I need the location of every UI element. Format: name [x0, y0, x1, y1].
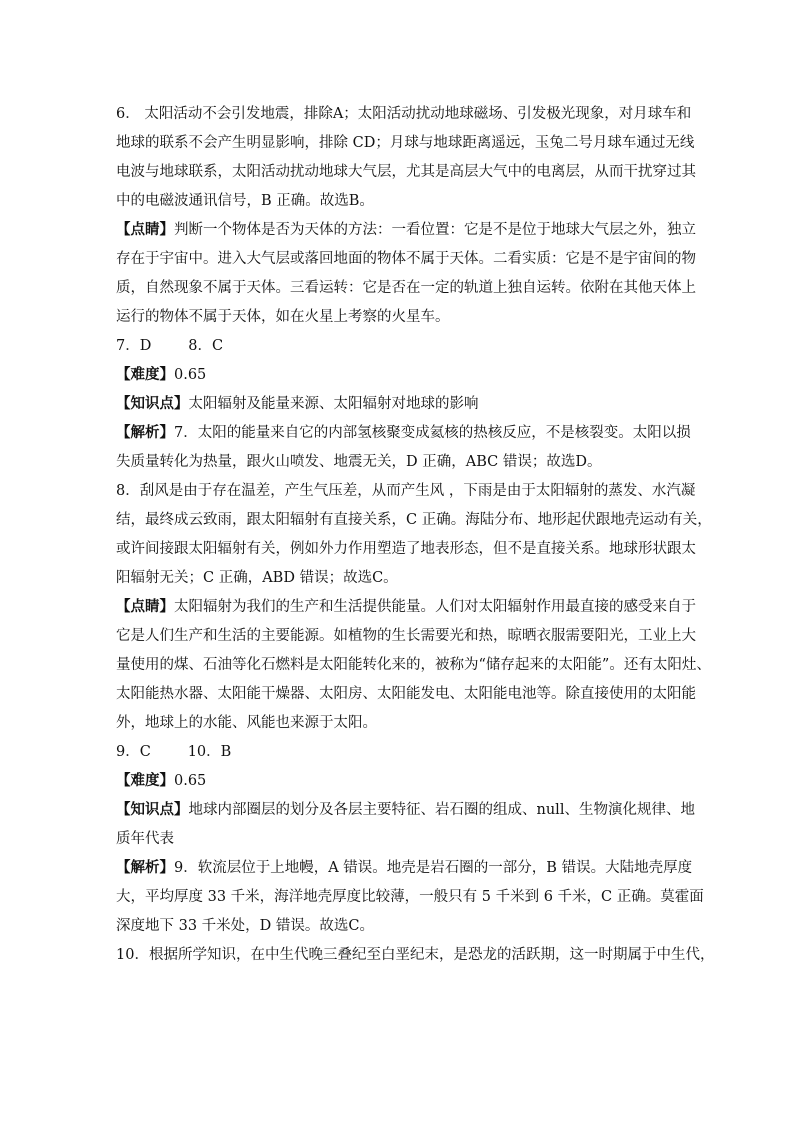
- knowledge-point-9-10: [116, 796, 695, 854]
- text-line: 大，平均厚度 33 千米，海洋地壳厚度比较薄，一般只有 5 千米到 6 千米，C 正确。莫霍面: [116, 889, 704, 905]
- analysis-10: [116, 941, 715, 970]
- text-line: 结，最终成云致雨，跟太阳辐射有直接关系，C 正确。海陆分布、地形起伏跟地壳运动有关，: [116, 512, 712, 528]
- knowledge-point-7-8: [116, 390, 682, 419]
- analysis-9: [116, 854, 704, 941]
- dianjing-section-1: [116, 216, 696, 332]
- text-line: 地球内部圈层的划分及各层主要特征、岩石圈的组成、null、生物演化规律、地: [188, 802, 695, 818]
- analysis-tag: 【解析】: [116, 425, 174, 441]
- analysis-7: [116, 419, 691, 477]
- text-line: 质年代表: [116, 831, 174, 847]
- dianjing-section-2: [116, 593, 711, 738]
- text-line: 它是人们生产和生活的主要能源。如植物的生长需要光和热，晾晒衣服需要阳光，工业上大: [116, 628, 696, 644]
- knowledge-point-tag: 【知识点】: [116, 802, 189, 818]
- text-line: 量使用的煤、石油等化石燃料是太阳能转化来的，被称为“储存起来的太阳能”。还有太阳灶、: [116, 657, 711, 673]
- text-line: 9．软流层位于上地幔，A 错误。地壳是岩石圈的一部分，B 错误。大陆地壳厚度: [174, 860, 693, 876]
- difficulty-7-8: [116, 361, 682, 390]
- answer-content: [116, 100, 715, 970]
- text-line: 或许间接跟太阳辐射有关，例如外力作用塑造了地表形态，但不是直接关系。地球形状跟太: [116, 541, 696, 557]
- text-line: 运行的物体不属于天体，如在火星上考察的火星车。: [116, 309, 450, 325]
- text-line: 电波与地球联系，太阳活动扰动地球大气层，尤其是高层大气中的电离层，从而干扰穿过其: [116, 164, 696, 180]
- text-line: 太阳能热水器、太阳能干燥器、太阳房、太阳能发电、太阳能电池等。除直接使用的太阳能: [116, 686, 696, 702]
- text-line: 8．刮风是由于存在温差，产生气压差，从而产生风 ，下雨是由于太阳辐射的蒸发、水汽凝: [116, 483, 696, 499]
- text-line: 太阳辐射为我们的生产和生活提供能量。人们对太阳辐射作用最直接的感受来自于: [174, 599, 696, 615]
- difficulty-tag: 【难度】: [116, 367, 174, 383]
- text-line: 地球的联系不会产生明显影响，排除 CD；月球与地球距离遥远，玉兔二号月球车通过无线: [116, 135, 695, 151]
- dianjing-tag: 【点睛】: [116, 599, 174, 615]
- difficulty-value: 0.65: [174, 367, 207, 383]
- text-line: 深度地下 33 千米处，D 错误。故选C。: [116, 918, 374, 934]
- text-line: 阳辐射无关；C 正确，ABD 错误；故选C。: [116, 570, 398, 586]
- difficulty-value: 0.65: [174, 773, 207, 789]
- text-line: 外，地球上的水能、风能也来源于太阳。: [116, 715, 377, 731]
- text-line: 10．根据所学知识，在中生代晚三叠纪至白垩纪末，是恐龙的活跃期，这一时期属于中生代，: [116, 947, 715, 963]
- knowledge-point-tag: 【知识点】: [116, 396, 189, 412]
- difficulty-9-10: [116, 767, 682, 796]
- text-line: 6． 太阳活动不会引发地震，排除A；太阳活动扰动地球磁场、引发极光现象，对月球车和: [116, 106, 692, 122]
- analysis-tag: 【解析】: [116, 860, 174, 876]
- text-line: 7．太阳的能量来自它的内部氢核聚变成氦核的热核反应，不是核裂变。太阳以损: [174, 425, 691, 441]
- knowledge-point-text: 太阳辐射及能量来源、太阳辐射对地球的影响: [188, 396, 479, 412]
- answers-7-8: 7．D 8．C: [116, 338, 224, 354]
- dianjing-tag: 【点睛】: [116, 222, 174, 238]
- difficulty-tag: 【难度】: [116, 773, 174, 789]
- text-line: 失质量转化为热量，跟火山喷发、地震无关，D 正确，ABC 错误；故选D。: [116, 454, 602, 470]
- text-line: 质，自然现象不属于天体。三看运转：它是否在一定的轨道上独自运转。依附在其他天体上: [116, 280, 696, 296]
- text-line: 判断一个物体是否为天体的方法：一看位置：它是不是位于地球大气层之外，独立: [174, 222, 696, 238]
- text-line: 存在于宇宙中。进入大气层或落回地面的物体不属于天体。二看实质：它是不是宇宙间的物: [116, 251, 696, 267]
- q6-explanation: [116, 100, 696, 216]
- answers-9-10: 9．C 10．B: [116, 744, 232, 760]
- analysis-8: [116, 477, 712, 593]
- text-line: 中的电磁波通讯信号，B 正确。故选B。: [116, 193, 374, 209]
